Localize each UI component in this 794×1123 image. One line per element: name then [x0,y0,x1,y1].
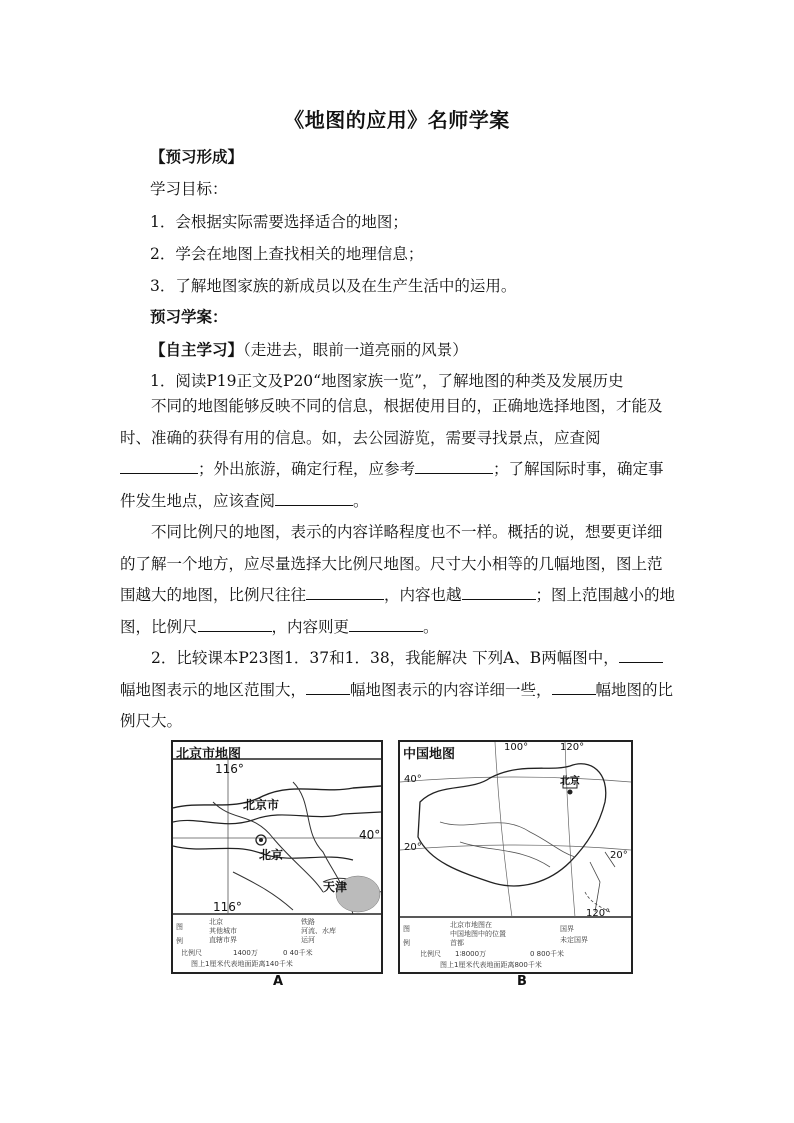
map-b-legend-item: 国界 [560,925,574,933]
plan-label: 预习学案： [150,307,228,326]
q2-text-b: 幅地图表示的地区范围大， [120,680,307,699]
map-b-latitude-label: 20° [404,842,422,853]
q1-paragraph-2 [120,517,676,643]
goals-label: 学习目标： [150,180,228,198]
china-map-figure [398,740,633,974]
q1-intro: 1．阅读P19正文及P20“地图家族一览”，了解地图的种类及发展历史 [150,372,624,390]
map-b-longitude-label: 120° [586,908,611,919]
self-study-note: （走进去，眼前一道亮丽的风景） [243,341,468,359]
self-study-line [150,339,468,361]
map-b-footnote: 图上1厘米代表地面距离800千米 [440,961,542,969]
q1-p2-text-e: 。 [423,617,439,636]
map-b-latitude-label: 20° [610,850,628,861]
answer-blank[interactable] [306,585,384,600]
answer-blank[interactable] [462,585,536,600]
map-a-scale-value: 1400万 [233,949,258,957]
map-b-caption: B [517,974,527,989]
map-a-legend-item: 运河 [301,936,315,944]
map-a-scale-bar: 0 40千米 [283,949,313,957]
answer-blank[interactable] [415,459,493,474]
map-a-longitude-label: 116° [215,762,244,776]
map-a-title: 北京市地图 [176,747,242,762]
page-title: 《地图的应用》名师学案 [284,108,510,132]
map-b-city-label: 北京 [560,776,580,787]
q1-p1-text-d: 。 [353,491,369,510]
map-b-legend-item: 中国地图中的位置 [450,930,506,938]
map-b-scale-label: 比例尺 [420,950,441,958]
map-a-scale-label: 比例尺 [181,949,202,957]
q1-paragraph-1 [120,391,676,517]
q1-p2-text-d: ，内容则更 [271,617,350,636]
map-a-latitude-label: 40° [359,828,381,842]
map-a-legend-item: 其他城市 [209,927,237,935]
q2-paragraph [120,643,676,738]
q2-text-a: 2．比较课本P23图1．37和1．38，我能解决 下列A、B两幅图中， [151,649,619,667]
q1-p1-text-a: 不同的地图能够反映不同的信息，根据使用目的，正确地选择地图，才能及时、准确的获得有用的信息。如，去公园游览，需要寻找景点，应查阅 [120,397,663,447]
answer-blank[interactable] [552,680,596,695]
goal-item-2: 2．学会在地图上查找相关的地理信息； [150,245,424,263]
map-a-city-label: 天津 [323,880,348,894]
map-b-title: 中国地图 [403,747,456,762]
answer-blank[interactable] [198,617,272,632]
map-a-legend-item: 河流、水库 [301,927,336,935]
map-a-city-label: 北京市 [243,798,280,812]
answer-blank[interactable] [349,617,423,632]
answer-blank[interactable] [120,459,198,474]
map-a-footnote: 图上1厘米代表地面距离140千米 [191,960,293,968]
map-a-legend-item: 北京 [209,918,223,926]
section-heading-preview: 【预习形成】 [150,147,244,166]
q1-p1-text-c: ；了解国际时事，确定事件发生地点，应该查阅 [120,460,664,510]
map-b-latitude-label: 40° [404,774,422,785]
q2-text-d: 幅地图的比例尺大。 [120,680,674,731]
q1-p2-text-b: ，内容也越 [384,586,462,605]
map-a-legend-label: 图 [176,923,183,931]
china-map-drawing [400,742,631,972]
q1-p1-text-b: ；外出旅游，确定行程，应参考 [198,460,416,479]
goal-item-1: 1．会根据实际需要选择适合的地图； [150,213,408,231]
answer-blank[interactable] [619,648,663,663]
map-a-city-label: 北京 [259,848,284,862]
map-b-legend-item: 北京市地图在 [450,921,492,929]
map-b-scale-value: 1∶8000万 [455,950,487,958]
map-b-longitude-label: 120° [560,742,585,753]
map-a-legend-label: 例 [176,937,183,945]
answer-blank[interactable] [275,491,353,506]
q2-text-c: 幅地图表示的内容详细一些， [350,680,552,699]
map-a-legend-item: 铁路 [301,918,315,926]
map-a-longitude-label: 116° [213,900,242,914]
q1-p2-text-a: 不同比例尺的地图，表示的内容详略程度也不一样。概括的说，想要更详细的了解一个地方，应尽量选择大比例尺地图。尺寸大小相等的几幅地图，图上范围越大的地图，比例尺往往 [120,523,663,605]
beijing-map-figure [171,740,383,974]
q1-p2-text-c: ；图上范围越小的地图，比例尺 [120,586,676,636]
self-study-heading: 【自主学习】 [150,340,244,359]
map-a-caption: A [273,974,284,989]
map-b-legend-item: 未定国界 [560,936,588,944]
map-b-longitude-label: 100° [504,742,529,753]
map-a-legend-item: 直辖市界 [209,936,237,944]
map-b-legend-label: 图 [403,925,410,933]
map-b-legend-label: 例 [403,939,410,947]
map-b-legend-item: 首都 [450,939,464,947]
goal-item-3: 3．了解地图家族的新成员以及在生产生活中的运用。 [150,277,517,295]
answer-blank[interactable] [306,680,350,695]
map-b-scale-bar: 0 800千米 [530,950,565,958]
